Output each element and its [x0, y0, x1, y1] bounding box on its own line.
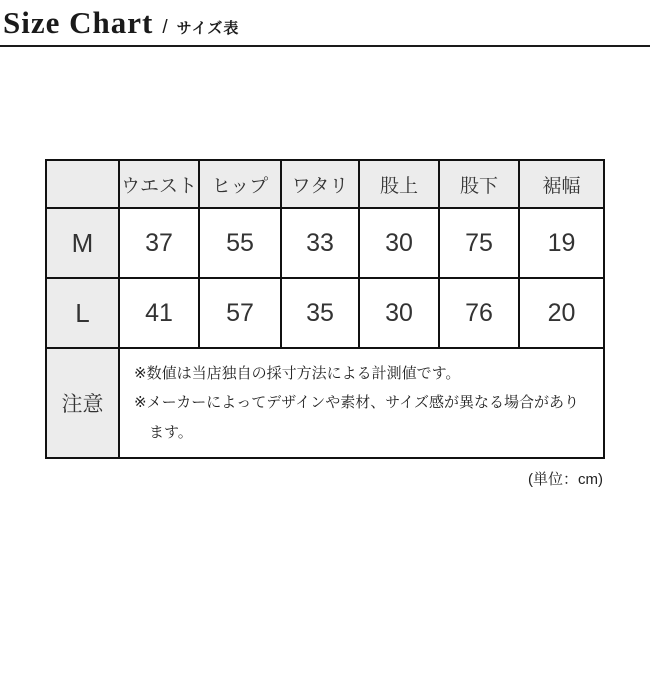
cell-l-inseam: 76	[439, 278, 519, 348]
table-row-size-m	[46, 208, 604, 278]
cell-m-rise: 30	[359, 208, 439, 278]
row-label-note: 注意	[46, 348, 119, 458]
cell-m-inseam: 75	[439, 208, 519, 278]
page-title: Size Chart	[3, 5, 154, 40]
title-separator: /	[162, 17, 168, 38]
unit-note: (単位：cm)	[528, 470, 603, 488]
cell-m-thigh: 33	[281, 208, 359, 278]
note-line-measurement: ※数値は当店独自の採寸方法による計測値です。	[134, 365, 461, 382]
cell-l-rise: 30	[359, 278, 439, 348]
page-header	[0, 0, 650, 47]
row-label-l: L	[46, 278, 119, 348]
cell-m-waist: 37	[119, 208, 199, 278]
table-row-size-l	[46, 278, 604, 348]
cell-m-hip: 55	[199, 208, 281, 278]
note-cell	[119, 348, 604, 458]
size-chart-table	[45, 159, 605, 459]
cell-l-waist: 41	[119, 278, 199, 348]
column-header-inseam: 股下	[439, 160, 519, 208]
column-header-hem: 裾幅	[519, 160, 604, 208]
row-label-m: M	[46, 208, 119, 278]
column-header-rise: 股上	[359, 160, 439, 208]
table-header-row	[46, 160, 604, 208]
note-line-maker: ※メーカーによってデザインや素材、サイズ感が異なる場合があります。	[134, 394, 580, 441]
corner-cell	[46, 160, 119, 208]
column-header-thigh: ワタリ	[281, 160, 359, 208]
cell-m-hem: 19	[519, 208, 604, 278]
page-subtitle: サイズ表	[176, 20, 240, 37]
size-chart-container	[45, 159, 650, 459]
column-header-waist: ウエスト	[119, 160, 199, 208]
cell-l-thigh: 35	[281, 278, 359, 348]
cell-l-hem: 20	[519, 278, 604, 348]
cell-l-hip: 57	[199, 278, 281, 348]
column-header-hip: ヒップ	[199, 160, 281, 208]
table-row-note	[46, 348, 604, 458]
